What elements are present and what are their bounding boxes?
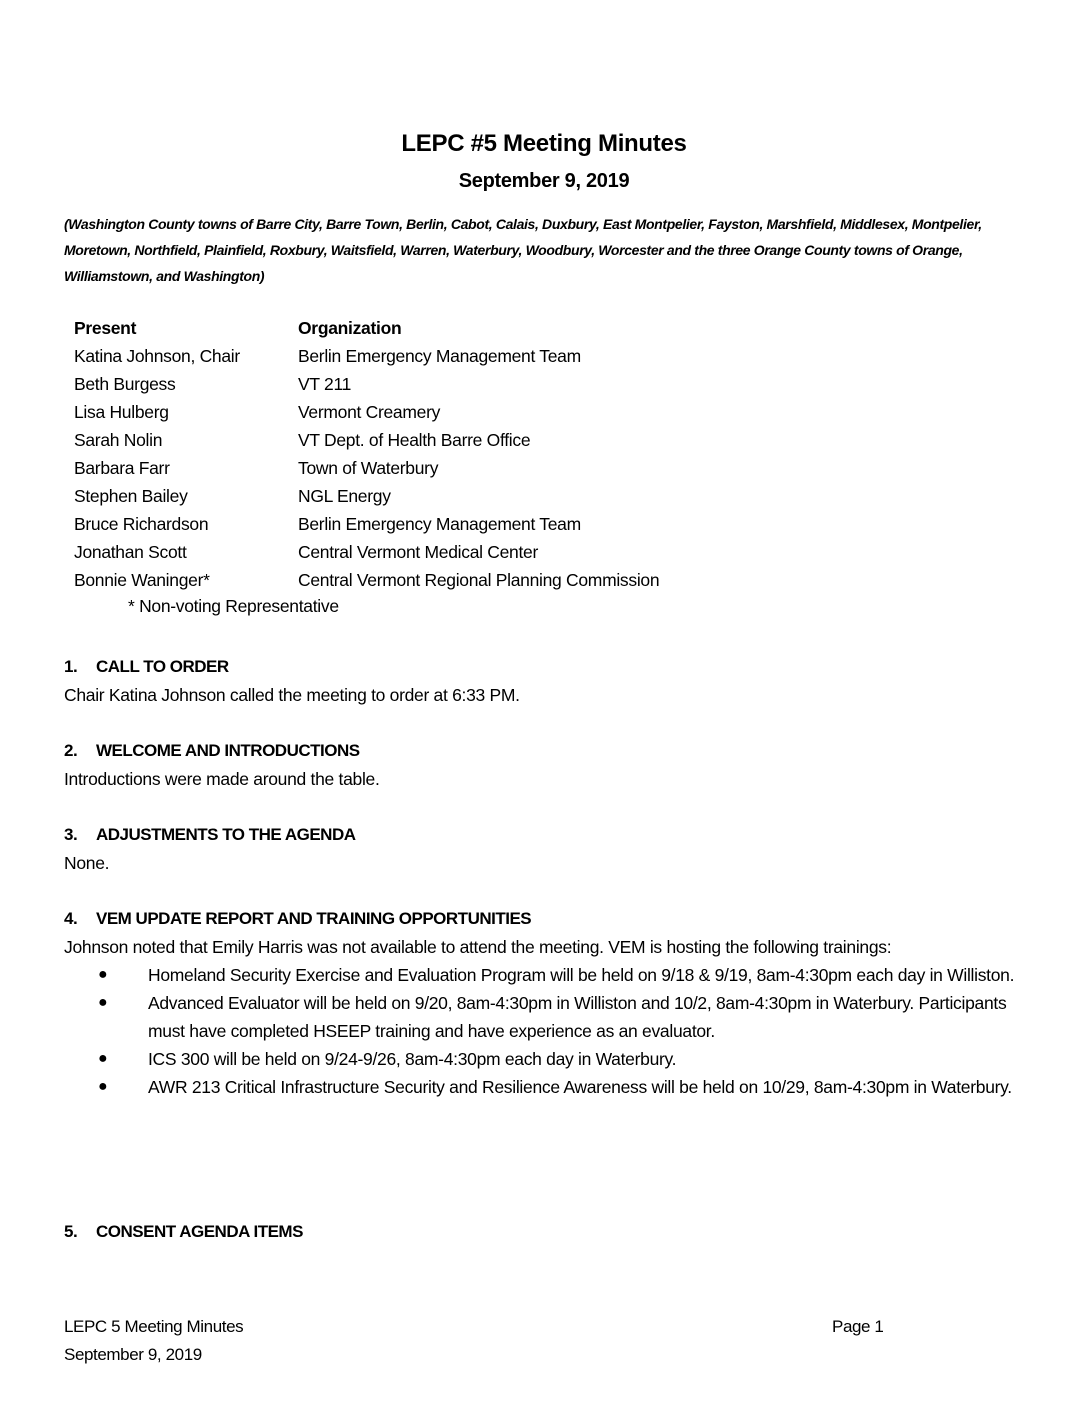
attendee-name: Lisa Hulberg xyxy=(74,402,169,422)
attendance-row xyxy=(74,426,659,454)
section-title: CONSENT AGENDA ITEMS xyxy=(96,1222,303,1241)
header-organization: Organization xyxy=(298,318,402,338)
attendee-org: VT Dept. of Health Barre Office xyxy=(298,430,531,450)
section-title: ADJUSTMENTS TO THE AGENDA xyxy=(96,825,356,844)
attendee-name: Bruce Richardson xyxy=(74,514,209,534)
section-number: 2. xyxy=(64,741,78,760)
attendance-row xyxy=(74,342,659,370)
attendee-org: VT 211 xyxy=(298,374,352,394)
section-heading xyxy=(64,905,1024,933)
bullet-icon: ● xyxy=(98,1050,108,1067)
attendance-row xyxy=(74,510,659,538)
section-body: Johnson noted that Emily Harris was not available to attend the meeting. VEM is hosting the following trainings: xyxy=(64,937,892,957)
footer-doc-name: LEPC 5 Meeting Minutes xyxy=(64,1317,244,1336)
section-title: CALL TO ORDER xyxy=(96,657,229,676)
section-number: 1. xyxy=(64,657,78,676)
attendee-org: Berlin Emergency Management Team xyxy=(298,346,581,366)
attendance-row xyxy=(74,398,659,426)
section-vem-update xyxy=(64,905,1024,1101)
attendance-row xyxy=(74,566,659,594)
attendee-name: Jonathan Scott xyxy=(74,542,187,562)
section-number: 3. xyxy=(64,825,78,844)
attendee-name: Katina Johnson, Chair xyxy=(74,346,240,366)
section-body: Chair Katina Johnson called the meeting to order at 6:33 PM. xyxy=(64,685,520,705)
section-heading xyxy=(64,737,1024,765)
section-heading xyxy=(64,821,1024,849)
document-date: September 9, 2019 xyxy=(458,170,630,192)
training-item xyxy=(64,961,1024,989)
bullet-icon: ● xyxy=(98,966,108,983)
attendance-table xyxy=(74,314,659,594)
training-text: ICS 300 will be held on 9/24-9/26, 8am-4:30pm each day in Waterbury. xyxy=(148,1049,677,1069)
section-welcome xyxy=(64,737,1024,793)
attendee-org: Town of Waterbury xyxy=(298,458,439,478)
section-consent-agenda xyxy=(64,1218,1024,1246)
attendee-name: Beth Burgess xyxy=(74,374,176,394)
towns-note: (Washington County towns of Barre City, Barre Town, Berlin, Cabot, Calais, Duxbury, East Montpelier, Fayston, Marshfield, Middlesex, Montpelier, Moretown, Northfield, Plainfield, Roxbury, Waitsfield, Warren, Waterbury, Woodbury, Worcester and the three Orange County towns of Orange, Williamstown, and Washington) xyxy=(64,216,982,284)
non-voting-footnote: * Non-voting Representative xyxy=(128,596,339,616)
section-title: WELCOME AND INTRODUCTIONS xyxy=(96,741,360,760)
section-number: 5. xyxy=(64,1222,78,1241)
bullet-icon: ● xyxy=(98,994,108,1011)
attendance-row xyxy=(74,454,659,482)
footer-date: September 9, 2019 xyxy=(64,1345,202,1364)
attendance-row xyxy=(74,538,659,566)
page-footer xyxy=(64,1313,243,1369)
attendance-row xyxy=(74,482,659,510)
attendee-org: NGL Energy xyxy=(298,486,391,506)
attendance-row xyxy=(74,370,659,398)
header-present: Present xyxy=(74,318,137,338)
section-body: None. xyxy=(64,853,110,873)
attendee-name: Barbara Farr xyxy=(74,458,170,478)
training-text: Homeland Security Exercise and Evaluation Program will be held on 9/18 & 9/19, 8am-4:30pm each day in Williston. xyxy=(148,965,1015,985)
attendee-org: Vermont Creamery xyxy=(298,402,441,422)
attendee-name: Stephen Bailey xyxy=(74,486,188,506)
attendee-name: Sarah Nolin xyxy=(74,430,163,450)
section-call-to-order xyxy=(64,653,1024,709)
attendee-name: Bonnie Waninger* xyxy=(74,570,210,590)
section-adjustments xyxy=(64,821,1024,877)
training-item xyxy=(64,1073,1024,1101)
attendance-header-row xyxy=(74,314,659,342)
section-title: VEM UPDATE REPORT AND TRAINING OPPORTUNITIES xyxy=(96,909,532,928)
training-text: Advanced Evaluator will be held on 9/20, 8am-4:30pm in Williston and 10/2, 8am-4:30pm in Waterbury. Participants must have completed HSEEP training and have experience as an evaluator. xyxy=(148,993,1007,1041)
section-heading xyxy=(64,1218,1024,1246)
section-heading xyxy=(64,653,1024,681)
section-number: 4. xyxy=(64,909,78,928)
attendee-org: Berlin Emergency Management Team xyxy=(298,514,581,534)
footer-page-number: Page 1 xyxy=(832,1317,884,1336)
training-item xyxy=(64,1045,1024,1073)
section-body: Introductions were made around the table. xyxy=(64,769,380,789)
attendee-org: Central Vermont Medical Center xyxy=(298,542,538,562)
bullet-icon: ● xyxy=(98,1078,108,1095)
training-list xyxy=(64,961,1024,1101)
document-title: LEPC #5 Meeting Minutes xyxy=(401,130,687,157)
attendee-org: Central Vermont Regional Planning Commission xyxy=(298,570,660,590)
training-item xyxy=(64,989,1024,1045)
training-text: AWR 213 Critical Infrastructure Security and Resilience Awareness will be held on 10/29, 8am-4:30pm in Waterbury. xyxy=(148,1077,1012,1097)
